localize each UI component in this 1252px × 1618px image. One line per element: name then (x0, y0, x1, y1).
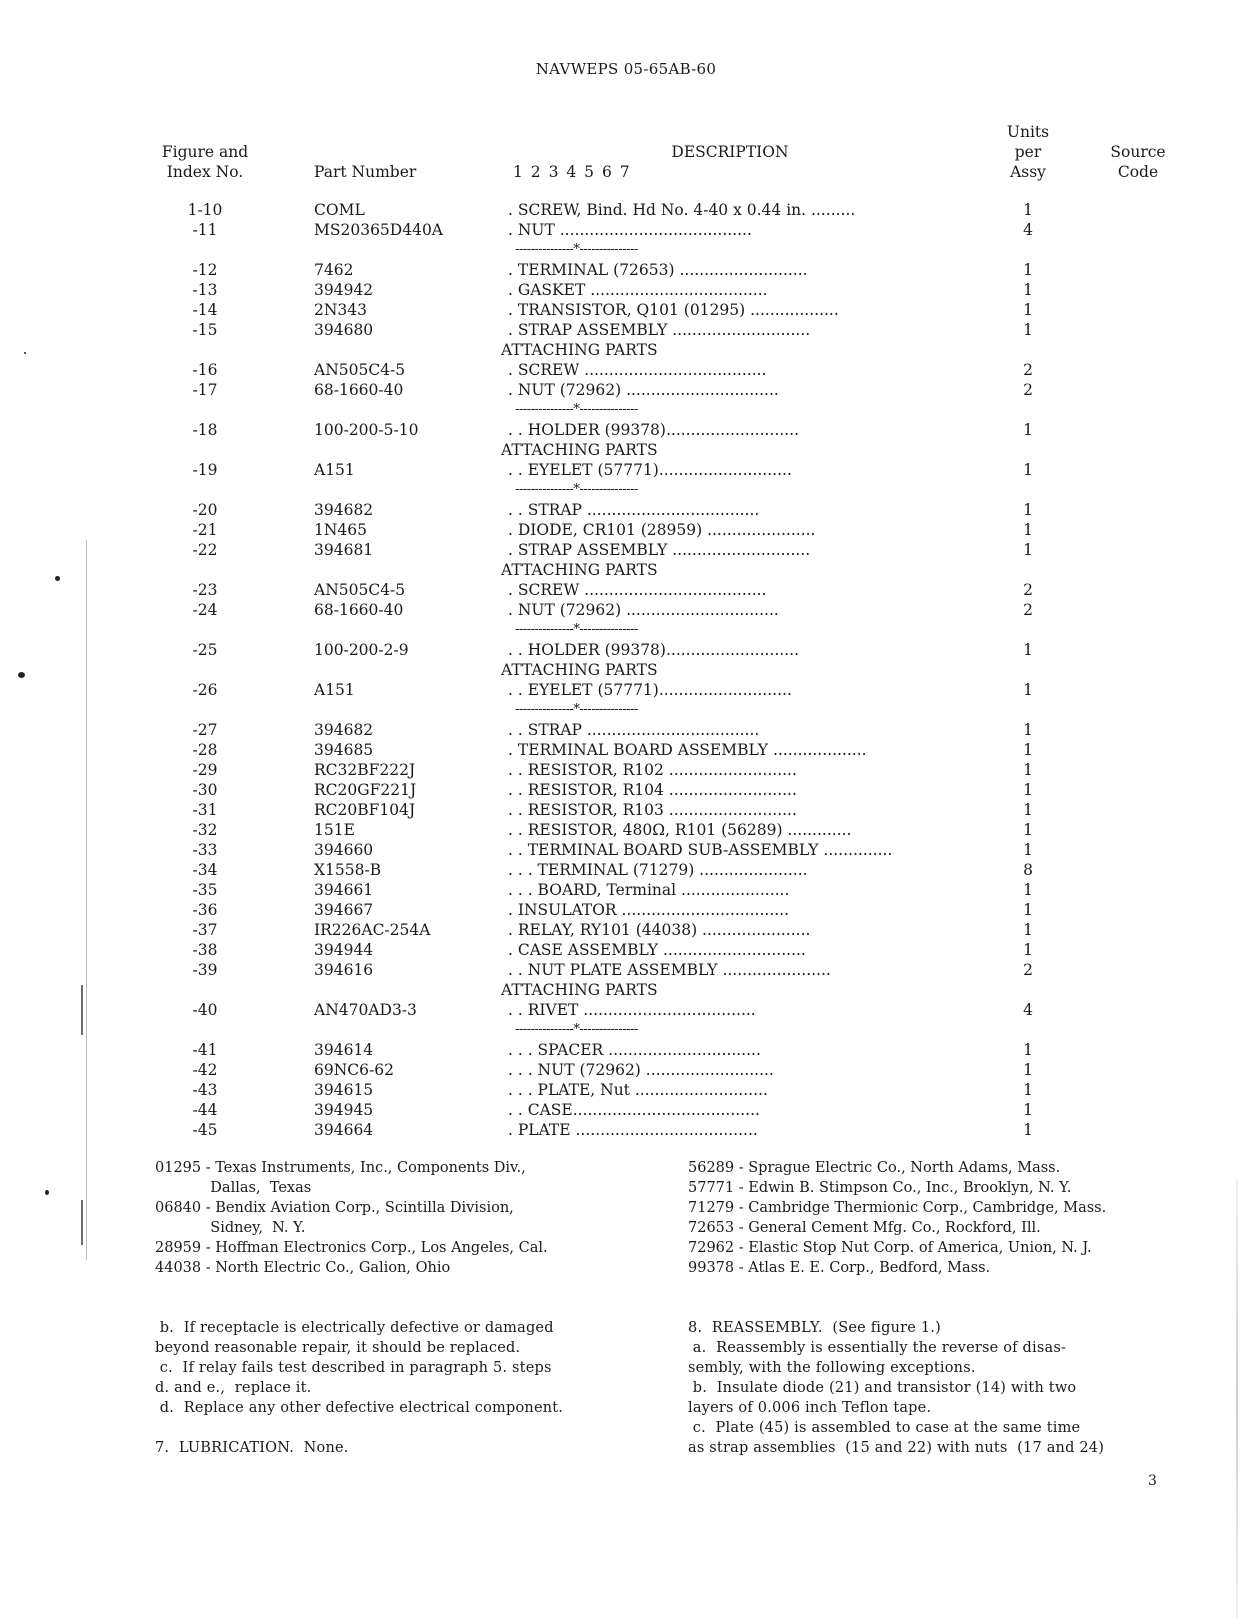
index-number: -37 (192, 921, 218, 939)
part-number: RC20GF221J (314, 781, 417, 799)
separator-line: ---------------*--------------- (515, 1022, 638, 1037)
part-description: . TRANSISTOR, Q101 (01295) .................. (508, 301, 839, 319)
table-row (0, 420, 1252, 440)
scan-speck (55, 576, 60, 581)
table-row (0, 300, 1252, 320)
paragraph-line: sembly, with the following exceptions. (688, 1360, 976, 1376)
table-row (0, 740, 1252, 760)
document-number-header: NAVWEPS 05-65AB-60 (535, 60, 717, 78)
part-number: A151 (314, 681, 355, 699)
table-row (0, 640, 1252, 660)
part-number: 100-200-2-9 (314, 641, 409, 659)
units-per-assembly: 1 (1023, 501, 1033, 519)
column-header-indent-levels: 1 2 3 4 5 6 7 (513, 163, 630, 181)
table-row (0, 600, 1252, 620)
table-row (0, 200, 1252, 220)
table-row (0, 860, 1252, 880)
index-number: -23 (192, 581, 218, 599)
binding-edge-line (86, 540, 87, 1260)
paragraph-line (155, 1418, 563, 1438)
index-number: -26 (192, 681, 218, 699)
units-per-assembly: 2 (1023, 381, 1033, 399)
table-row (0, 1060, 1252, 1080)
part-description: . . EYELET (57771)........................... (508, 681, 792, 699)
units-per-assembly: 1 (1023, 201, 1033, 219)
units-per-assembly: 1 (1023, 421, 1033, 439)
attaching-parts-separator (0, 240, 1252, 260)
attaching-parts-label: ATTACHING PARTS (501, 981, 658, 999)
attaching-parts-heading (0, 980, 1252, 1000)
table-row (0, 800, 1252, 820)
table-row (0, 680, 1252, 700)
table-row (0, 260, 1252, 280)
index-number: -19 (192, 461, 218, 479)
index-number: -17 (192, 381, 218, 399)
vendor-code-line: 28959 - Hoffman Electronics Corp., Los Angeles, Cal. (155, 1240, 548, 1256)
units-per-assembly: 1 (1023, 921, 1033, 939)
part-number: 68-1660-40 (314, 601, 404, 619)
part-description: . SCREW ..................................... (508, 361, 767, 379)
binding-edge-mark (81, 985, 83, 1035)
part-number: RC20BF104J (314, 801, 416, 819)
part-description: . DIODE, CR101 (28959) ...................... (508, 521, 816, 539)
index-number: 1-10 (187, 201, 223, 219)
units-per-assembly: 2 (1023, 581, 1033, 599)
attaching-parts-separator (0, 400, 1252, 420)
column-header-units-per-assy (995, 122, 1061, 182)
scan-speck (18, 672, 25, 678)
units-per-assembly: 1 (1023, 541, 1033, 559)
index-number: -22 (192, 541, 218, 559)
part-description: . . RESISTOR, R103 .......................... (508, 801, 797, 819)
vendor-codes-left (155, 1158, 548, 1278)
part-description: . . STRAP ................................... (508, 501, 760, 519)
index-number: -30 (192, 781, 218, 799)
scan-speck (24, 352, 26, 354)
part-description: . . RESISTOR, 480Ω, R101 (56289) ............. (508, 821, 852, 839)
paragraph-line: b. Insulate diode (21) and transistor (14) with two (688, 1380, 1077, 1396)
units-per-assembly: 1 (1023, 821, 1033, 839)
units-per-assembly: 1 (1023, 721, 1033, 739)
attaching-parts-label: ATTACHING PARTS (501, 561, 658, 579)
index-number: -18 (192, 421, 218, 439)
part-description: . . . BOARD, Terminal ...................... (508, 881, 790, 899)
units-per-assembly: 1 (1023, 521, 1033, 539)
paragraph-line: as strap assemblies (15 and 22) with nuts (17 and 24) (688, 1440, 1105, 1456)
part-number: AN470AD3-3 (314, 1001, 417, 1019)
vendor-code-line: 99378 - Atlas E. E. Corp., Bedford, Mass. (688, 1260, 991, 1276)
column-header-line: per (1014, 143, 1042, 161)
table-row (0, 280, 1252, 300)
index-number: -20 (192, 501, 218, 519)
part-description: . . . TERMINAL (71279) ...................... (508, 861, 808, 879)
table-row (0, 460, 1252, 480)
part-number: 100-200-5-10 (314, 421, 419, 439)
index-number: -21 (192, 521, 218, 539)
part-number: MS20365D440A (314, 221, 444, 239)
index-number: -24 (192, 601, 218, 619)
table-row (0, 320, 1252, 340)
part-number: 394615 (314, 1081, 374, 1099)
attaching-parts-separator (0, 620, 1252, 640)
part-description: . SCREW ..................................... (508, 581, 767, 599)
index-number: -33 (192, 841, 218, 859)
units-per-assembly: 1 (1023, 941, 1033, 959)
part-description: . TERMINAL (72653) .......................... (508, 261, 808, 279)
units-per-assembly: 1 (1023, 261, 1033, 279)
part-description: . CASE ASSEMBLY ............................. (508, 941, 806, 959)
attaching-parts-label: ATTACHING PARTS (501, 661, 658, 679)
table-row (0, 1120, 1252, 1140)
part-number: AN505C4-5 (314, 361, 406, 379)
table-row (0, 720, 1252, 740)
index-number: -11 (192, 221, 218, 239)
vendor-code-line: 57771 - Edwin B. Stimpson Co., Inc., Brooklyn, N. Y. (688, 1180, 1072, 1196)
part-number: 394664 (314, 1121, 374, 1139)
units-per-assembly: 4 (1023, 1001, 1033, 1019)
part-number: 394616 (314, 961, 374, 979)
part-number: 394614 (314, 1041, 374, 1059)
units-per-assembly: 1 (1023, 761, 1033, 779)
units-per-assembly: 1 (1023, 461, 1033, 479)
part-number: A151 (314, 461, 355, 479)
index-number: -45 (192, 1121, 218, 1139)
table-row (0, 1080, 1252, 1100)
column-header-line: Source (1110, 143, 1166, 161)
repair-instructions-text (155, 1318, 563, 1458)
part-description: . STRAP ASSEMBLY ............................ (508, 541, 811, 559)
part-description: . . STRAP ................................... (508, 721, 760, 739)
table-row (0, 840, 1252, 860)
paragraph-line: c. Plate (45) is assembled to case at the same time (688, 1420, 1081, 1436)
part-number: 394680 (314, 321, 374, 339)
separator-line: ---------------*--------------- (515, 622, 638, 637)
part-description: . . HOLDER (99378)........................... (508, 421, 799, 439)
index-number: -12 (192, 261, 218, 279)
units-per-assembly: 1 (1023, 781, 1033, 799)
vendor-code-line: 71279 - Cambridge Thermionic Corp., Cambridge, Mass. (688, 1200, 1107, 1216)
units-per-assembly: 1 (1023, 1041, 1033, 1059)
page-edge-shadow (1236, 1180, 1238, 1618)
paragraph-line: d. Replace any other defective electrical component. (155, 1400, 564, 1416)
part-number: 394682 (314, 721, 374, 739)
paragraph-line: beyond reasonable repair, it should be replaced. (155, 1340, 521, 1356)
vendor-codes-right (688, 1158, 1106, 1278)
column-header-description: DESCRIPTION (671, 143, 789, 161)
index-number: -34 (192, 861, 218, 879)
part-number: 151E (314, 821, 355, 839)
units-per-assembly: 1 (1023, 1061, 1033, 1079)
part-number: 394660 (314, 841, 374, 859)
units-per-assembly: 1 (1023, 841, 1033, 859)
part-description: . . EYELET (57771)........................... (508, 461, 792, 479)
scan-speck (45, 1190, 49, 1195)
attaching-parts-separator (0, 700, 1252, 720)
paragraph-line: 7. LUBRICATION. None. (155, 1440, 349, 1456)
table-row (0, 820, 1252, 840)
index-number: -16 (192, 361, 218, 379)
table-row (0, 880, 1252, 900)
table-row (0, 1100, 1252, 1120)
units-per-assembly: 1 (1023, 741, 1033, 759)
vendor-code-line: 72653 - General Cement Mfg. Co., Rockford, Ill. (688, 1220, 1041, 1236)
table-row (0, 780, 1252, 800)
part-number: 7462 (314, 261, 354, 279)
units-per-assembly: 2 (1023, 361, 1033, 379)
part-description: . . RESISTOR, R104 .......................... (508, 781, 797, 799)
index-number: -36 (192, 901, 218, 919)
units-per-assembly: 1 (1023, 801, 1033, 819)
attaching-parts-label: ATTACHING PARTS (501, 341, 658, 359)
column-header-line: Assy (1010, 163, 1046, 181)
vendor-code-line: 06840 - Bendix Aviation Corp., Scintilla Division, (155, 1200, 514, 1216)
index-number: -32 (192, 821, 218, 839)
table-row (0, 1040, 1252, 1060)
index-number: -13 (192, 281, 218, 299)
part-description: . GASKET .................................... (508, 281, 768, 299)
binding-edge-mark (81, 1200, 83, 1245)
part-number: 68-1660-40 (314, 381, 404, 399)
vendor-code-line: Dallas, Texas (155, 1180, 312, 1196)
part-description: . RELAY, RY101 (44038) ...................... (508, 921, 811, 939)
index-number: -29 (192, 761, 218, 779)
units-per-assembly: 8 (1023, 861, 1033, 879)
index-number: -40 (192, 1001, 218, 1019)
table-row (0, 920, 1252, 940)
column-header-part-number: Part Number (314, 163, 417, 181)
index-number: -25 (192, 641, 218, 659)
part-description: . . HOLDER (99378)........................... (508, 641, 799, 659)
part-description: . NUT ....................................... (508, 221, 752, 239)
index-number: -39 (192, 961, 218, 979)
column-header-line: Figure and (161, 143, 249, 161)
part-description: . STRAP ASSEMBLY ............................ (508, 321, 811, 339)
index-number: -43 (192, 1081, 218, 1099)
index-number: -41 (192, 1041, 218, 1059)
part-description: . . RESISTOR, R102 .......................... (508, 761, 797, 779)
part-description: . . TERMINAL BOARD SUB-ASSEMBLY .............. (508, 841, 893, 859)
paragraph-line: b. If receptacle is electrically defective or damaged (155, 1320, 554, 1336)
part-number: 394945 (314, 1101, 374, 1119)
part-number: RC32BF222J (314, 761, 416, 779)
part-number: X1558-B (314, 861, 382, 879)
part-number: 2N343 (314, 301, 368, 319)
column-header-line: Index No. (166, 163, 244, 181)
paragraph-line: layers of 0.006 inch Teflon tape. (688, 1400, 932, 1416)
table-row (0, 580, 1252, 600)
part-number: 394942 (314, 281, 374, 299)
part-number: 394667 (314, 901, 374, 919)
part-number: 69NC6-62 (314, 1061, 394, 1079)
separator-line: ---------------*--------------- (515, 242, 638, 257)
part-number: 1N465 (314, 521, 368, 539)
part-number: 394661 (314, 881, 374, 899)
part-description: . . . SPACER ............................... (508, 1041, 761, 1059)
table-row (0, 500, 1252, 520)
attaching-parts-heading (0, 340, 1252, 360)
table-row (0, 900, 1252, 920)
part-description: . TERMINAL BOARD ASSEMBLY ................... (508, 741, 867, 759)
part-number: 394685 (314, 741, 374, 759)
part-description: . . . NUT (72962) .......................... (508, 1061, 774, 1079)
table-row (0, 940, 1252, 960)
attaching-parts-label: ATTACHING PARTS (501, 441, 658, 459)
index-number: -28 (192, 741, 218, 759)
attaching-parts-separator (0, 1020, 1252, 1040)
units-per-assembly: 1 (1023, 1081, 1033, 1099)
units-per-assembly: 1 (1023, 901, 1033, 919)
index-number: -27 (192, 721, 218, 739)
part-number: 394681 (314, 541, 374, 559)
table-row (0, 520, 1252, 540)
table-row (0, 760, 1252, 780)
vendor-code-line: 56289 - Sprague Electric Co., North Adams, Mass. (688, 1160, 1061, 1176)
column-header-line: Code (1117, 163, 1159, 181)
units-per-assembly: 2 (1023, 961, 1033, 979)
separator-line: ---------------*--------------- (515, 702, 638, 717)
part-description: . INSULATOR .................................. (508, 901, 790, 919)
vendor-code-line: 01295 - Texas Instruments, Inc., Components Div., (155, 1160, 526, 1176)
units-per-assembly: 1 (1023, 881, 1033, 899)
reassembly-instructions-text (688, 1318, 1104, 1458)
index-number: -15 (192, 321, 218, 339)
attaching-parts-heading (0, 660, 1252, 680)
separator-line: ---------------*--------------- (515, 402, 638, 417)
vendor-code-line: 44038 - North Electric Co., Galion, Ohio (155, 1260, 451, 1276)
page-number: 3 (1148, 1473, 1157, 1489)
part-description: . NUT (72962) ............................... (508, 601, 779, 619)
vendor-code-line: Sidney, N. Y. (155, 1220, 306, 1236)
units-per-assembly: 1 (1023, 301, 1033, 319)
table-row (0, 960, 1252, 980)
part-number: 394682 (314, 501, 374, 519)
table-row (0, 1000, 1252, 1020)
attaching-parts-heading (0, 560, 1252, 580)
column-header-line: Units (1006, 123, 1050, 141)
units-per-assembly: 1 (1023, 681, 1033, 699)
units-per-assembly: 1 (1023, 1121, 1033, 1139)
attaching-parts-separator (0, 480, 1252, 500)
units-per-assembly: 1 (1023, 281, 1033, 299)
attaching-parts-heading (0, 440, 1252, 460)
index-number: -35 (192, 881, 218, 899)
part-number: AN505C4-5 (314, 581, 406, 599)
units-per-assembly: 4 (1023, 221, 1033, 239)
units-per-assembly: 2 (1023, 601, 1033, 619)
units-per-assembly: 1 (1023, 321, 1033, 339)
part-number: COML (314, 201, 365, 219)
table-row (0, 380, 1252, 400)
vendor-code-line: 72962 - Elastic Stop Nut Corp. of America, Union, N. J. (688, 1240, 1092, 1256)
index-number: -14 (192, 301, 218, 319)
part-description: . . RIVET ................................... (508, 1001, 756, 1019)
table-row (0, 220, 1252, 240)
part-description: . PLATE ..................................... (508, 1121, 758, 1139)
part-description: . NUT (72962) ............................... (508, 381, 779, 399)
index-number: -38 (192, 941, 218, 959)
index-number: -31 (192, 801, 218, 819)
part-number: 394944 (314, 941, 374, 959)
part-description: . SCREW, Bind. Hd No. 4-40 x 0.44 in. ......... (508, 201, 856, 219)
column-header-source-code (1100, 142, 1176, 182)
table-row (0, 540, 1252, 560)
table-row (0, 360, 1252, 380)
units-per-assembly: 1 (1023, 641, 1033, 659)
part-description: . . . PLATE, Nut ........................... (508, 1081, 768, 1099)
paragraph-line: c. If relay fails test described in paragraph 5. steps (155, 1360, 552, 1376)
index-number: -42 (192, 1061, 218, 1079)
part-description: . . NUT PLATE ASSEMBLY ...................... (508, 961, 831, 979)
separator-line: ---------------*--------------- (515, 482, 638, 497)
paragraph-line: d. and e., replace it. (155, 1380, 312, 1396)
paragraph-line: a. Reassembly is essentially the reverse of disas- (688, 1340, 1067, 1356)
index-number: -44 (192, 1101, 218, 1119)
column-header-figure-index (150, 142, 260, 182)
part-description: . . CASE...................................... (508, 1101, 760, 1119)
paragraph-line: 8. REASSEMBLY. (See figure 1.) (688, 1320, 941, 1336)
part-number: IR226AC-254A (314, 921, 431, 939)
units-per-assembly: 1 (1023, 1101, 1033, 1119)
